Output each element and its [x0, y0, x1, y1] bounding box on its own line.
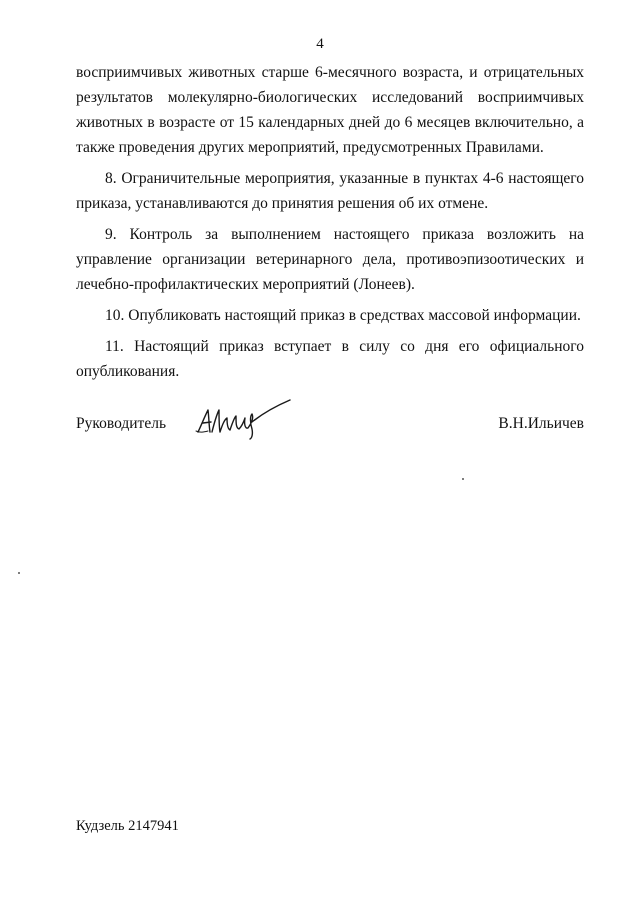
scan-speck: [462, 478, 464, 480]
paragraph-item-10: 10. Опубликовать настоящий приказ в средствах массовой информации.: [105, 307, 581, 324]
signatory-name: В.Н.Ильичев: [498, 415, 584, 432]
paragraph-item-11: 11. Настоящий приказ вступает в силу со дня его официального опубликования.: [76, 338, 584, 380]
handwritten-signature: [192, 396, 292, 440]
document-body: [76, 60, 584, 390]
paragraph-item-8: 8. Ограничительные мероприятия, указанные в пунктах 4-6 настоящего приказа, устанавливаются до принятия решения об их отмене.: [76, 170, 584, 212]
scan-speck: [18, 572, 20, 574]
signatory-title: Руководитель: [76, 415, 167, 432]
executor-note: Кудзель 2147941: [76, 818, 179, 834]
paragraph-continuation: восприимчивых животных старше 6-месячного возраста, и отрицательных результатов молекулярно-биологических исследований восприимчивых животных в возрасте от 15 календарных дней до 6 месяцев включительно, а также проведения других мероприятий, предусмотренных Правилами.: [76, 64, 584, 156]
paragraph-item-9: 9. Контроль за выполнением настоящего приказа возложить на управление организации ветеринарного дела, противоэпизоотических и лечебно-профилактических мероприятий (Лонеев).: [76, 226, 584, 293]
page-number: 4: [316, 36, 324, 52]
